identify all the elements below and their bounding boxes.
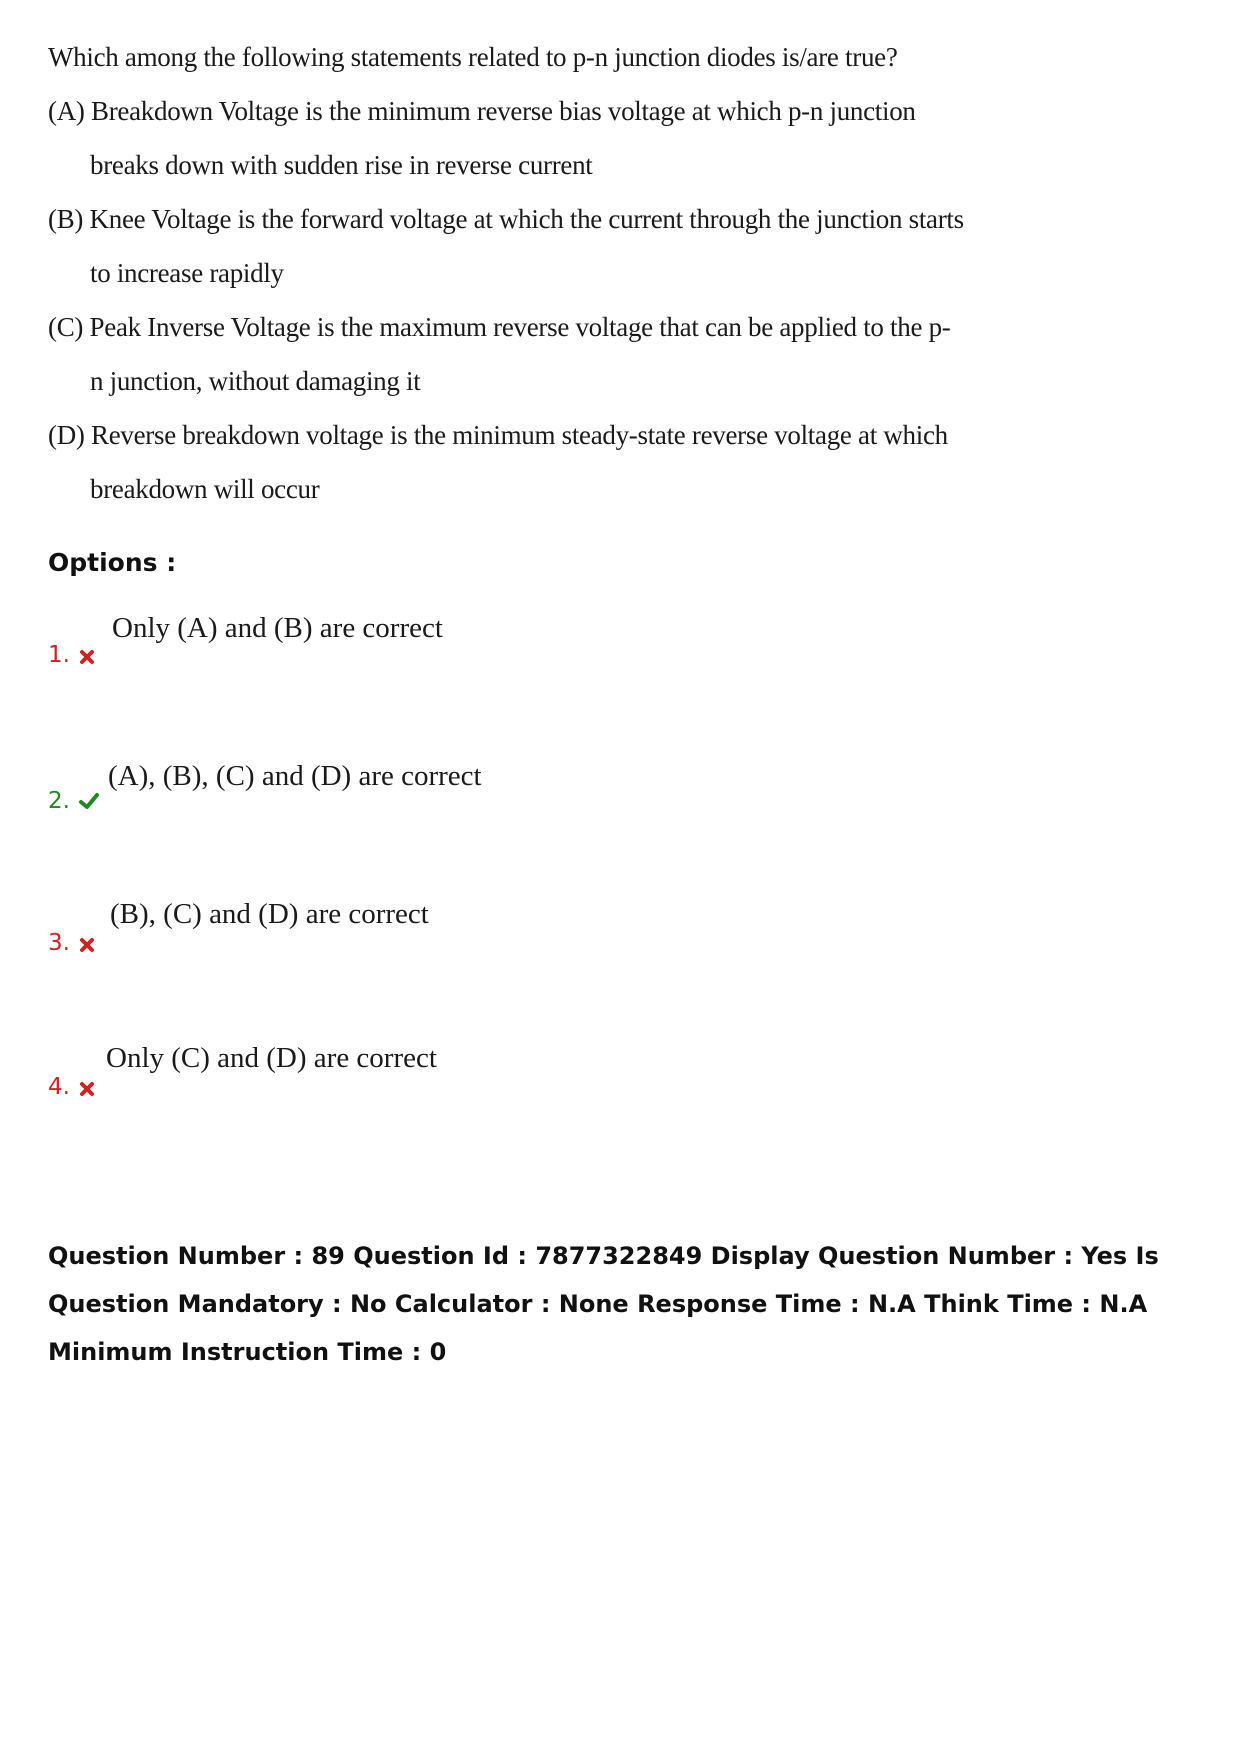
option-number: 1.	[48, 642, 70, 668]
option-text: Only (A) and (B) are correct	[112, 612, 443, 644]
option-text: (A), (B), (C) and (D) are correct	[108, 760, 482, 792]
option-1	[48, 612, 748, 692]
cross-icon	[78, 648, 96, 666]
statement-a-line-2: breaks down with sudden rise in reverse current	[90, 150, 593, 180]
statement-d-line-1: (D) Reverse breakdown voltage is the minimum steady-state reverse voltage at which	[48, 420, 948, 450]
option-number: 2.	[48, 788, 70, 814]
question-metadata: Question Number : 89 Question Id : 7877322849 Display Question Number : Yes Is Question Mandatory : No Calculator : None Response Time : N.A Think Time : N.A Minimum Instruction Time : 0	[48, 1242, 1159, 1366]
statement-d-line-2: breakdown will occur	[90, 474, 320, 504]
option-number: 3.	[48, 930, 70, 956]
option-text: Only (C) and (D) are correct	[106, 1042, 437, 1074]
statement-c-line-1: (C) Peak Inverse Voltage is the maximum reverse voltage that can be applied to the p-	[48, 312, 951, 342]
question-stem: Which among the following statements related to p-n junction diodes is/are true?	[48, 42, 898, 72]
cross-icon	[78, 936, 96, 954]
option-3	[48, 898, 748, 978]
statement-b-line-2: to increase rapidly	[90, 258, 284, 288]
cross-icon	[78, 1080, 96, 1098]
statement-a-line-1: (A) Breakdown Voltage is the minimum reverse bias voltage at which p-n junction	[48, 96, 916, 126]
option-2	[48, 760, 748, 840]
statement-c-line-2: n junction, without damaging it	[90, 366, 421, 396]
check-icon	[78, 790, 100, 812]
option-text: (B), (C) and (D) are correct	[110, 898, 429, 930]
options-heading: Options :	[48, 548, 177, 577]
option-4	[48, 1042, 748, 1122]
statement-b-line-1: (B) Knee Voltage is the forward voltage at which the current through the junction starts	[48, 204, 964, 234]
option-number: 4.	[48, 1074, 70, 1100]
